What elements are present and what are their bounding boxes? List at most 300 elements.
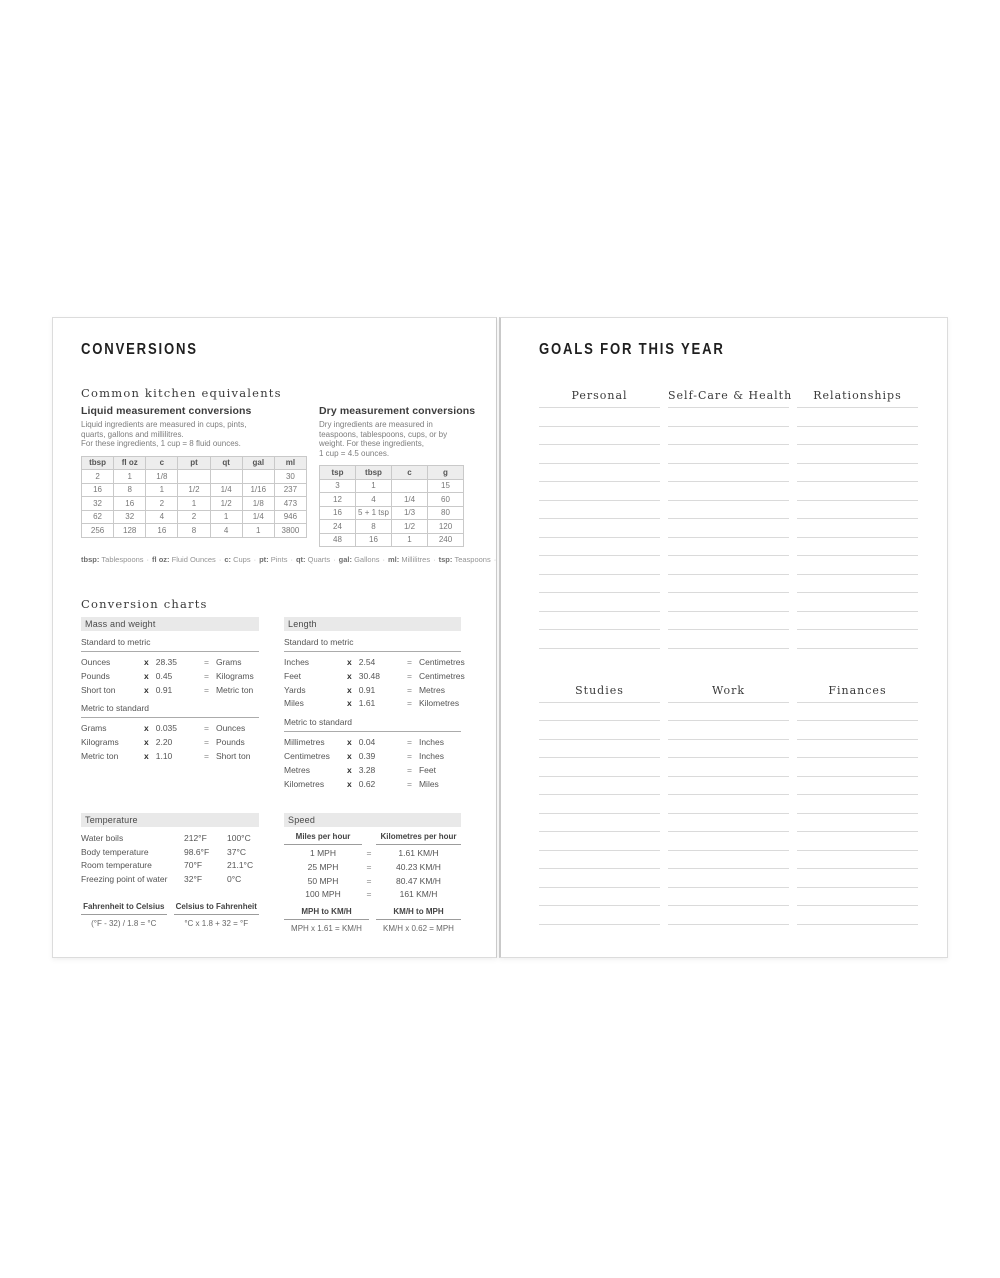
ruled-line — [797, 501, 918, 520]
ruled-line — [668, 703, 789, 722]
dry-description-line: teaspoons, tablespoons, cups, or by — [319, 429, 448, 439]
celsius-value: 0°C — [227, 873, 242, 884]
abbrev-separator: · — [333, 555, 336, 564]
kmh-value: 40.23 KM/H — [396, 861, 441, 872]
unit-to: Kilometres — [418, 698, 460, 709]
temperature-row — [81, 859, 259, 873]
ruled-line — [797, 758, 918, 777]
ruled-line — [539, 593, 660, 612]
dry-table-cell: 60 — [428, 493, 464, 507]
length-group — [284, 717, 461, 791]
liquid-table-cell — [242, 470, 274, 484]
dry-table-row — [320, 533, 464, 547]
kmh-value: 80.47 KM/H — [396, 875, 441, 886]
dry-description-line: 1 cup = 4.5 ounces. — [319, 448, 390, 458]
dry-table-cell: 4 — [356, 493, 392, 507]
dry-conversions-description — [319, 420, 465, 458]
result — [407, 697, 461, 711]
ruled-line — [797, 869, 918, 888]
liquid-conversions-table — [81, 456, 307, 538]
length-rows — [284, 736, 461, 791]
ruled-line — [539, 832, 660, 851]
unit-from: Centimetres — [284, 750, 330, 761]
ruled-line — [539, 758, 660, 777]
conversion-row — [81, 670, 259, 684]
ruled-line — [539, 795, 660, 814]
ruled-line — [668, 593, 789, 612]
liquid-conversions-heading: Liquid measurement conversions — [81, 405, 252, 417]
length-section — [284, 617, 465, 791]
conversion-row — [284, 656, 465, 670]
speed-formulas — [284, 907, 461, 933]
unit-to: Short ton — [215, 750, 251, 761]
dry-table-row — [320, 479, 464, 493]
goal-column-self-care-health — [668, 389, 793, 649]
liquid-table-cell: 128 — [114, 524, 146, 538]
dry-table-cell: 12 — [320, 493, 356, 507]
celsius-value: 21.1°C — [227, 860, 254, 870]
liquid-table-cell: 1/4 — [242, 510, 274, 524]
goal-column-work — [668, 684, 789, 925]
ruled-line — [668, 777, 789, 796]
equals-sign: = — [204, 670, 209, 681]
measurement-columns — [81, 405, 476, 547]
multiplier — [144, 684, 204, 698]
temperature-formulas — [81, 902, 259, 928]
goals-grid — [539, 389, 919, 649]
mass-rows — [81, 656, 259, 697]
speed-header-spacer — [362, 832, 376, 845]
goal-category-heading: Studies — [575, 683, 624, 697]
conversion-row — [81, 750, 259, 764]
liquid-table-cell: 1/16 — [242, 483, 274, 497]
liquid-table-cell — [178, 470, 210, 484]
abbrev-full: Cups — [233, 555, 251, 564]
unit-from: Kilograms — [81, 737, 119, 748]
equals-sign: = — [204, 723, 209, 734]
multiply-sign: x — [347, 670, 352, 681]
dry-description-line: weight. For these ingredients, — [319, 439, 424, 448]
speed-bar-heading: Speed — [284, 813, 461, 827]
multiply-sign: x — [347, 684, 352, 695]
multiply-sign: x — [347, 778, 352, 789]
ruled-line — [668, 851, 789, 870]
liquid-table-cell: 8 — [178, 524, 210, 538]
fahrenheit-value: 32°F — [184, 873, 203, 884]
multiply-sign: x — [144, 750, 149, 761]
multiplier — [347, 764, 407, 778]
multiply-sign: x — [347, 657, 352, 667]
ruled-line — [539, 777, 660, 796]
result — [204, 736, 259, 750]
temperature-formula — [174, 902, 260, 928]
abbrev-full: Pints — [270, 555, 288, 564]
conversions-page-title: CONVERSIONS — [81, 341, 198, 358]
length-group-heading: Standard to metric — [284, 637, 461, 652]
dry-table-cell: 1/3 — [392, 506, 428, 520]
abbrev-full: Gallons — [354, 555, 380, 564]
liquid-table-cell: 8 — [114, 483, 146, 497]
ruled-line — [797, 482, 918, 501]
speed-formula — [284, 907, 369, 933]
dry-table-cell: 1/4 — [392, 493, 428, 507]
liquid-table-cell: 4 — [146, 510, 178, 524]
liquid-table-row — [82, 470, 307, 484]
speed-formula-text: KM/H x 0.62 = MPH — [383, 924, 454, 934]
temperature-bar-heading: Temperature — [81, 813, 259, 827]
liquid-table-cell: 256 — [82, 524, 114, 538]
multiply-sign: x — [144, 670, 149, 681]
dry-table-cell: 24 — [320, 520, 356, 534]
ruled-line — [539, 501, 660, 520]
liquid-table-header-cell: c — [146, 456, 178, 470]
result — [407, 778, 461, 792]
abbrev-short: c: — [224, 555, 234, 564]
speed-row — [284, 875, 461, 889]
abbreviations-legend — [81, 555, 497, 564]
ruled-line — [668, 612, 789, 631]
dry-description-line: Dry ingredients are measured in — [319, 420, 433, 429]
equals-sign: = — [204, 737, 209, 748]
liquid-table-cell: 16 — [146, 524, 178, 538]
ruled-line — [797, 851, 918, 870]
speed-row — [284, 861, 461, 875]
unit-to: Metres — [418, 684, 445, 695]
mass-group-heading: Standard to metric — [81, 637, 259, 652]
abbrev-short: tbsp: — [81, 555, 102, 564]
liquid-table-cell: 30 — [274, 470, 306, 484]
goals-section — [539, 684, 919, 925]
abbrev-separator: · — [433, 555, 436, 564]
factor-value: 0.035 — [155, 723, 178, 734]
mph-value: 25 MPH — [307, 861, 339, 872]
ruled-line — [539, 630, 660, 649]
ruled-line — [668, 795, 789, 814]
abbrev-short: pt: — [259, 555, 271, 564]
ruled-line — [668, 740, 789, 759]
liquid-measurement-column — [81, 405, 308, 547]
ruled-line — [539, 556, 660, 575]
liquid-table-cell — [210, 470, 242, 484]
unit-from: Feet — [284, 670, 302, 681]
unit-from: Ounces — [81, 657, 111, 667]
unit-to: Metric ton — [215, 684, 254, 695]
multiplier — [347, 697, 407, 711]
unit-from: Metres — [284, 764, 310, 775]
liquid-table-row — [82, 497, 307, 511]
unit-to: Kilograms — [215, 670, 254, 681]
temperature-label: Body temperature — [81, 846, 149, 857]
temperature-row — [81, 873, 259, 887]
liquid-table-header-cell: qt — [210, 456, 242, 470]
liquid-table-cell: 2 — [146, 497, 178, 511]
ruled-line — [797, 906, 918, 925]
liquid-conversions-description — [81, 420, 308, 449]
equals-sign: = — [407, 778, 412, 789]
result — [204, 656, 259, 670]
multiplier — [144, 670, 204, 684]
liquid-table-row — [82, 510, 307, 524]
liquid-table-cell: 946 — [274, 510, 306, 524]
ruled-line — [668, 501, 789, 520]
result — [407, 764, 461, 778]
celsius-value: 37°C — [227, 846, 246, 857]
multiply-sign: x — [347, 737, 352, 748]
temperature-formula-text: °C x 1.8 + 32 = °F — [184, 919, 249, 928]
speed-rows — [284, 847, 461, 902]
ruled-line — [539, 445, 660, 464]
ruled-line — [539, 703, 660, 722]
liquid-table-cell: 2 — [82, 470, 114, 484]
unit-to: Miles — [418, 778, 439, 789]
mph-value: 1 MPH — [310, 848, 336, 858]
dry-table-cell: 1 — [356, 479, 392, 493]
conversion-row — [284, 697, 461, 711]
liquid-table-row — [82, 483, 307, 497]
equals-sign: = — [407, 737, 412, 748]
multiply-sign: x — [144, 737, 149, 748]
unit-from: Kilometres — [284, 778, 325, 789]
ruled-line — [668, 575, 789, 594]
length-group — [284, 637, 465, 711]
mass-rows — [81, 722, 259, 763]
liquid-table-cell: 62 — [82, 510, 114, 524]
ruled-line — [539, 575, 660, 594]
abbrev-full: Tablespoons — [101, 555, 144, 564]
abbrev-separator: · — [253, 555, 257, 564]
temperature-row — [81, 846, 259, 860]
dry-table-row — [320, 520, 464, 534]
equals-sign: = — [204, 750, 209, 761]
result — [204, 670, 259, 684]
factor-value: 1.61 — [358, 698, 376, 709]
unit-to: Centimetres — [418, 657, 465, 667]
length-bar-heading: Length — [284, 617, 461, 631]
speed-row — [284, 888, 461, 902]
dry-table-row — [320, 506, 464, 520]
conversion-row — [284, 750, 461, 764]
mph-value: 100 MPH — [305, 889, 341, 900]
conversion-row — [284, 764, 461, 778]
dry-table-cell: 8 — [356, 520, 392, 534]
abbrev-separator: · — [290, 555, 293, 564]
ruled-line — [797, 777, 918, 796]
liquid-table-cell: 1 — [178, 497, 210, 511]
multiplier — [144, 736, 204, 750]
ruled-line — [539, 408, 660, 427]
multiply-sign: x — [347, 698, 352, 709]
dry-table-cell: 1/2 — [392, 520, 428, 534]
multiply-sign: x — [347, 750, 352, 761]
kmh-value: 1.61 KM/H — [398, 848, 439, 858]
unit-from: Short ton — [81, 684, 116, 695]
goals-grid — [539, 684, 919, 925]
liquid-table-cell: 1 — [146, 483, 178, 497]
multiply-sign: x — [144, 657, 149, 667]
ruled-line — [539, 814, 660, 833]
multiplier — [347, 750, 407, 764]
goal-category-heading: Work — [711, 683, 746, 697]
liquid-table-cell: 473 — [274, 497, 306, 511]
temperature-formula-heading: Fahrenheit to Celsius — [81, 902, 167, 915]
abbrev-full: Quarts — [307, 555, 331, 564]
conversion-charts-area — [81, 617, 470, 982]
ruled-line — [668, 519, 789, 538]
conversion-charts-heading: Conversion charts — [81, 597, 208, 611]
liquid-table-header-cell: fl oz — [114, 456, 146, 470]
length-rows — [284, 656, 465, 711]
temperature-label: Freezing point of water — [81, 873, 168, 884]
ruled-line — [668, 832, 789, 851]
unit-from: Grams — [81, 723, 107, 734]
abbrev-full: Millilitres — [401, 555, 431, 564]
ruled-line — [668, 464, 789, 483]
speed-formula-text: MPH x 1.61 = KM/H — [291, 924, 362, 934]
ruled-line — [797, 630, 918, 649]
ruled-line — [797, 612, 918, 631]
ruled-line — [797, 464, 918, 483]
goals-page — [499, 317, 948, 958]
goal-category-heading: Relationships — [813, 389, 902, 402]
unit-to: Centimetres — [418, 670, 465, 681]
dry-table-header-cell: tbsp — [356, 466, 392, 480]
unit-from: Metric ton — [81, 750, 119, 761]
ruled-line — [797, 740, 918, 759]
liquid-table-cell: 1/4 — [210, 483, 242, 497]
goal-category-heading: Personal — [571, 389, 628, 402]
ruled-line — [539, 612, 660, 631]
dry-table-cell: 1 — [392, 533, 428, 547]
conversion-row — [284, 670, 465, 684]
liquid-table-cell: 1 — [114, 470, 146, 484]
mass-group — [81, 637, 259, 697]
ruled-line — [539, 851, 660, 870]
goal-column-studies — [539, 684, 660, 925]
speed-formula-heading: MPH to KM/H — [284, 907, 369, 920]
ruled-line — [797, 538, 918, 557]
factor-value: 0.04 — [358, 737, 376, 748]
result — [204, 684, 259, 698]
ruled-line — [668, 906, 789, 925]
kmh-value: 161 KM/H — [399, 889, 438, 900]
liquid-table-cell: 237 — [274, 483, 306, 497]
temperature-label: Room temperature — [81, 860, 152, 870]
dry-table-cell: 15 — [428, 479, 464, 493]
ruled-line — [668, 445, 789, 464]
conversion-row — [284, 736, 461, 750]
goals-section — [539, 389, 919, 649]
equals-sign: = — [366, 861, 372, 872]
equals-sign: = — [204, 657, 209, 667]
ruled-line — [539, 721, 660, 740]
mph-column-header: Miles per hour — [284, 832, 362, 845]
conversion-row — [81, 736, 259, 750]
factor-value: 0.39 — [358, 750, 376, 761]
factor-value: 0.91 — [358, 684, 376, 695]
mass-bar-heading: Mass and weight — [81, 617, 259, 631]
unit-to: Feet — [418, 764, 436, 775]
fahrenheit-value: 70°F — [184, 860, 203, 870]
dry-table-header-cell: tsp — [320, 466, 356, 480]
dry-table-cell: 80 — [428, 506, 464, 520]
temperature-formula-heading: Celsius to Fahrenheit — [174, 902, 260, 915]
multiplier — [347, 656, 407, 670]
liquid-table-header-cell: pt — [178, 456, 210, 470]
dry-table-row — [320, 493, 464, 507]
ruled-line — [668, 427, 789, 446]
liquid-table-cell: 32 — [82, 497, 114, 511]
speed-row — [284, 847, 461, 861]
abbrev-separator: · — [382, 555, 385, 564]
fahrenheit-value: 212°F — [184, 833, 207, 843]
multiplier — [347, 778, 407, 792]
equals-sign: = — [407, 750, 412, 761]
dry-table-cell: 3 — [320, 479, 356, 493]
liquid-description-line: Liquid ingredients are measured in cups, pints, — [81, 420, 247, 429]
multiplier — [144, 656, 204, 670]
liquid-table-cell: 1/8 — [146, 470, 178, 484]
goal-column-finances — [797, 684, 918, 925]
result — [407, 684, 461, 698]
temperature-row — [81, 832, 259, 846]
equals-sign: = — [366, 848, 372, 858]
ruled-line — [539, 519, 660, 538]
liquid-table-header-cell: tbsp — [82, 456, 114, 470]
conversion-row — [81, 656, 259, 670]
unit-from: Millimetres — [284, 737, 325, 748]
dry-table-cell: 240 — [428, 533, 464, 547]
goal-column-personal — [539, 389, 660, 649]
liquid-table-cell: 3800 — [274, 524, 306, 538]
unit-to: Pounds — [215, 737, 245, 748]
equals-sign: = — [204, 684, 209, 695]
factor-value: 2.54 — [358, 657, 376, 667]
goal-category-heading: Finances — [828, 683, 887, 697]
unit-to: Ounces — [215, 723, 246, 734]
ruled-line — [668, 758, 789, 777]
multiplier — [347, 670, 407, 684]
equals-sign: = — [407, 764, 412, 775]
dry-table-cell: 16 — [320, 506, 356, 520]
ruled-line — [797, 556, 918, 575]
mass-group — [81, 703, 259, 763]
equals-sign: = — [407, 684, 412, 695]
equals-sign: = — [366, 875, 372, 886]
ruled-line — [668, 408, 789, 427]
abbrev-short: qt: — [295, 555, 308, 564]
multiply-sign: x — [347, 764, 352, 775]
conversion-row — [81, 684, 259, 698]
mph-value: 50 MPH — [307, 875, 339, 886]
liquid-table-cell: 1 — [210, 510, 242, 524]
goal-category-heading: Self-Care & Health — [668, 389, 793, 402]
equals-sign: = — [407, 670, 412, 681]
ruled-line — [539, 464, 660, 483]
result — [407, 750, 461, 764]
liquid-table-cell: 1/2 — [178, 483, 210, 497]
liquid-table-row — [82, 524, 307, 538]
equals-sign: = — [366, 889, 372, 900]
fahrenheit-value: 98.6°F — [184, 846, 210, 857]
liquid-table-cell: 32 — [114, 510, 146, 524]
result — [204, 722, 259, 736]
ruled-line — [797, 408, 918, 427]
abbrev-short: tsp: — [438, 555, 455, 564]
speed-formula-heading: KM/H to MPH — [376, 907, 461, 920]
ruled-line — [668, 888, 789, 907]
ruled-line — [539, 482, 660, 501]
unit-to: Inches — [418, 737, 445, 748]
